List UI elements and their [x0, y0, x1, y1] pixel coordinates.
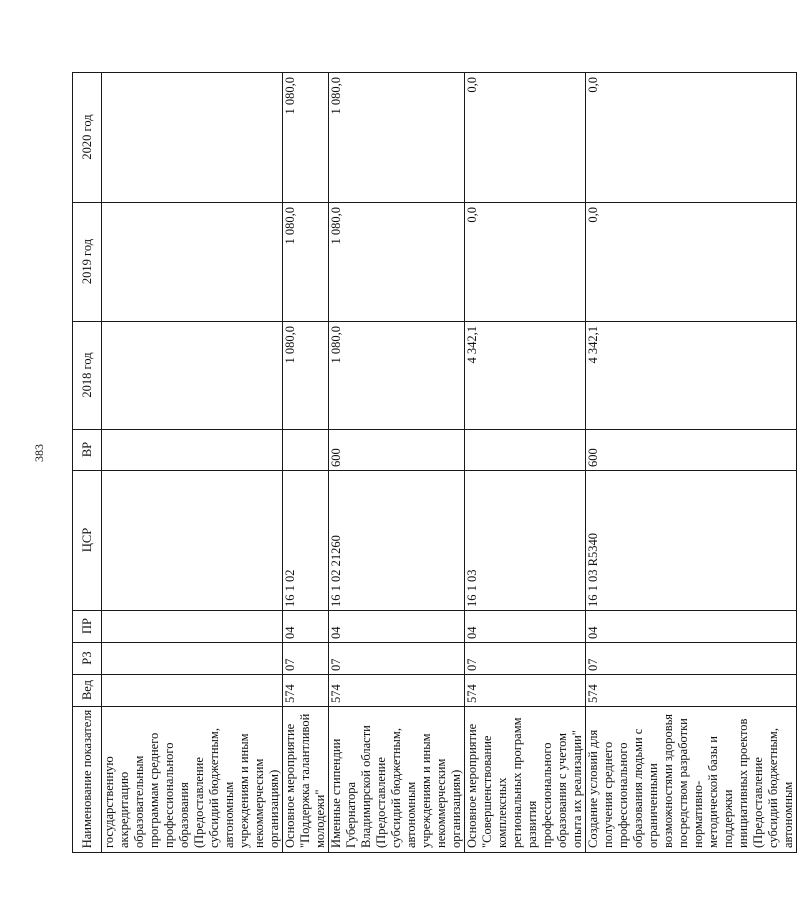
cell-csr: 16 1 03	[465, 471, 586, 611]
cell-2019: 1 080,0	[329, 203, 465, 322]
cell-vr	[283, 430, 329, 471]
cell-2020: 0,0	[465, 73, 586, 203]
cell-vr: 600	[586, 430, 797, 471]
cell-2018: 4 342,1	[465, 322, 586, 430]
header-pr: ПР	[73, 611, 102, 643]
cell-vr	[102, 430, 283, 471]
cell-2018: 1 080,0	[329, 322, 465, 430]
header-rz: РЗ	[73, 643, 102, 675]
cell-2018: 1 080,0	[283, 322, 329, 430]
cell-ved: 574	[465, 675, 586, 707]
cell-pr: 04	[586, 611, 797, 643]
header-csr: ЦСР	[73, 471, 102, 611]
cell-2020: 1 080,0	[329, 73, 465, 203]
table-header-row	[73, 73, 102, 853]
header-2019: 2019 год	[73, 203, 102, 322]
cell-rz	[102, 643, 283, 675]
cell-csr	[102, 471, 283, 611]
cell-pr: 04	[465, 611, 586, 643]
cell-2019: 0,0	[586, 203, 797, 322]
cell-name: Создание условий для получения среднего профессионального образования людьми с ограниченными возможностями здоровья посредством разработки нормативно-методической базы и поддержки инициативных проектов (Предоставление субсидий бюджетным, автономным	[586, 707, 797, 853]
cell-ved	[102, 675, 283, 707]
table-row	[329, 73, 465, 853]
cell-name: Именные стипендии Губернатора Владимирской области (Предоставление субсидий бюджетным, автономным учреждениям и иным некоммерческим организациям)	[329, 707, 465, 853]
cell-2020: 1 080,0	[283, 73, 329, 203]
cell-2018: 4 342,1	[586, 322, 797, 430]
cell-vr: 600	[329, 430, 465, 471]
cell-csr: 16 1 03 R5340	[586, 471, 797, 611]
rotated-table-container	[72, 73, 795, 853]
cell-rz: 07	[329, 643, 465, 675]
header-name: Наименование показателя	[73, 707, 102, 853]
cell-vr	[465, 430, 586, 471]
cell-ved: 574	[586, 675, 797, 707]
table-row	[283, 73, 329, 853]
header-2020: 2020 год	[73, 73, 102, 203]
cell-pr: 04	[329, 611, 465, 643]
cell-pr	[102, 611, 283, 643]
header-2018: 2018 год	[73, 322, 102, 430]
cell-2019	[102, 203, 283, 322]
budget-table	[72, 72, 797, 853]
table-row	[586, 73, 797, 853]
cell-2020	[102, 73, 283, 203]
page-number: 383	[32, 444, 46, 462]
table-row	[102, 73, 283, 853]
cell-ved: 574	[283, 675, 329, 707]
cell-name: Основное мероприятие "Поддержка талантливой молодежи"	[283, 707, 329, 853]
cell-rz: 07	[586, 643, 797, 675]
cell-rz: 07	[283, 643, 329, 675]
cell-rz: 07	[465, 643, 586, 675]
cell-name: Основное мероприятие "Совершенствование комплексных региональных программ развития профессионального образования с учетом опыта их реализации"	[465, 707, 586, 853]
cell-2020: 0,0	[586, 73, 797, 203]
header-ved: Вед	[73, 675, 102, 707]
cell-2019: 1 080,0	[283, 203, 329, 322]
table-row	[465, 73, 586, 853]
cell-csr: 16 1 02	[283, 471, 329, 611]
header-vr: ВР	[73, 430, 102, 471]
cell-ved: 574	[329, 675, 465, 707]
cell-pr: 04	[283, 611, 329, 643]
cell-csr: 16 1 02 21260	[329, 471, 465, 611]
cell-name: государственную аккредитацию образовательным программам среднего профессионального образования (Предоставление субсидий бюджетным, автономным учреждениям и иным некоммерческим организациям)	[102, 707, 283, 853]
cell-2019: 0,0	[465, 203, 586, 322]
cell-2018	[102, 322, 283, 430]
